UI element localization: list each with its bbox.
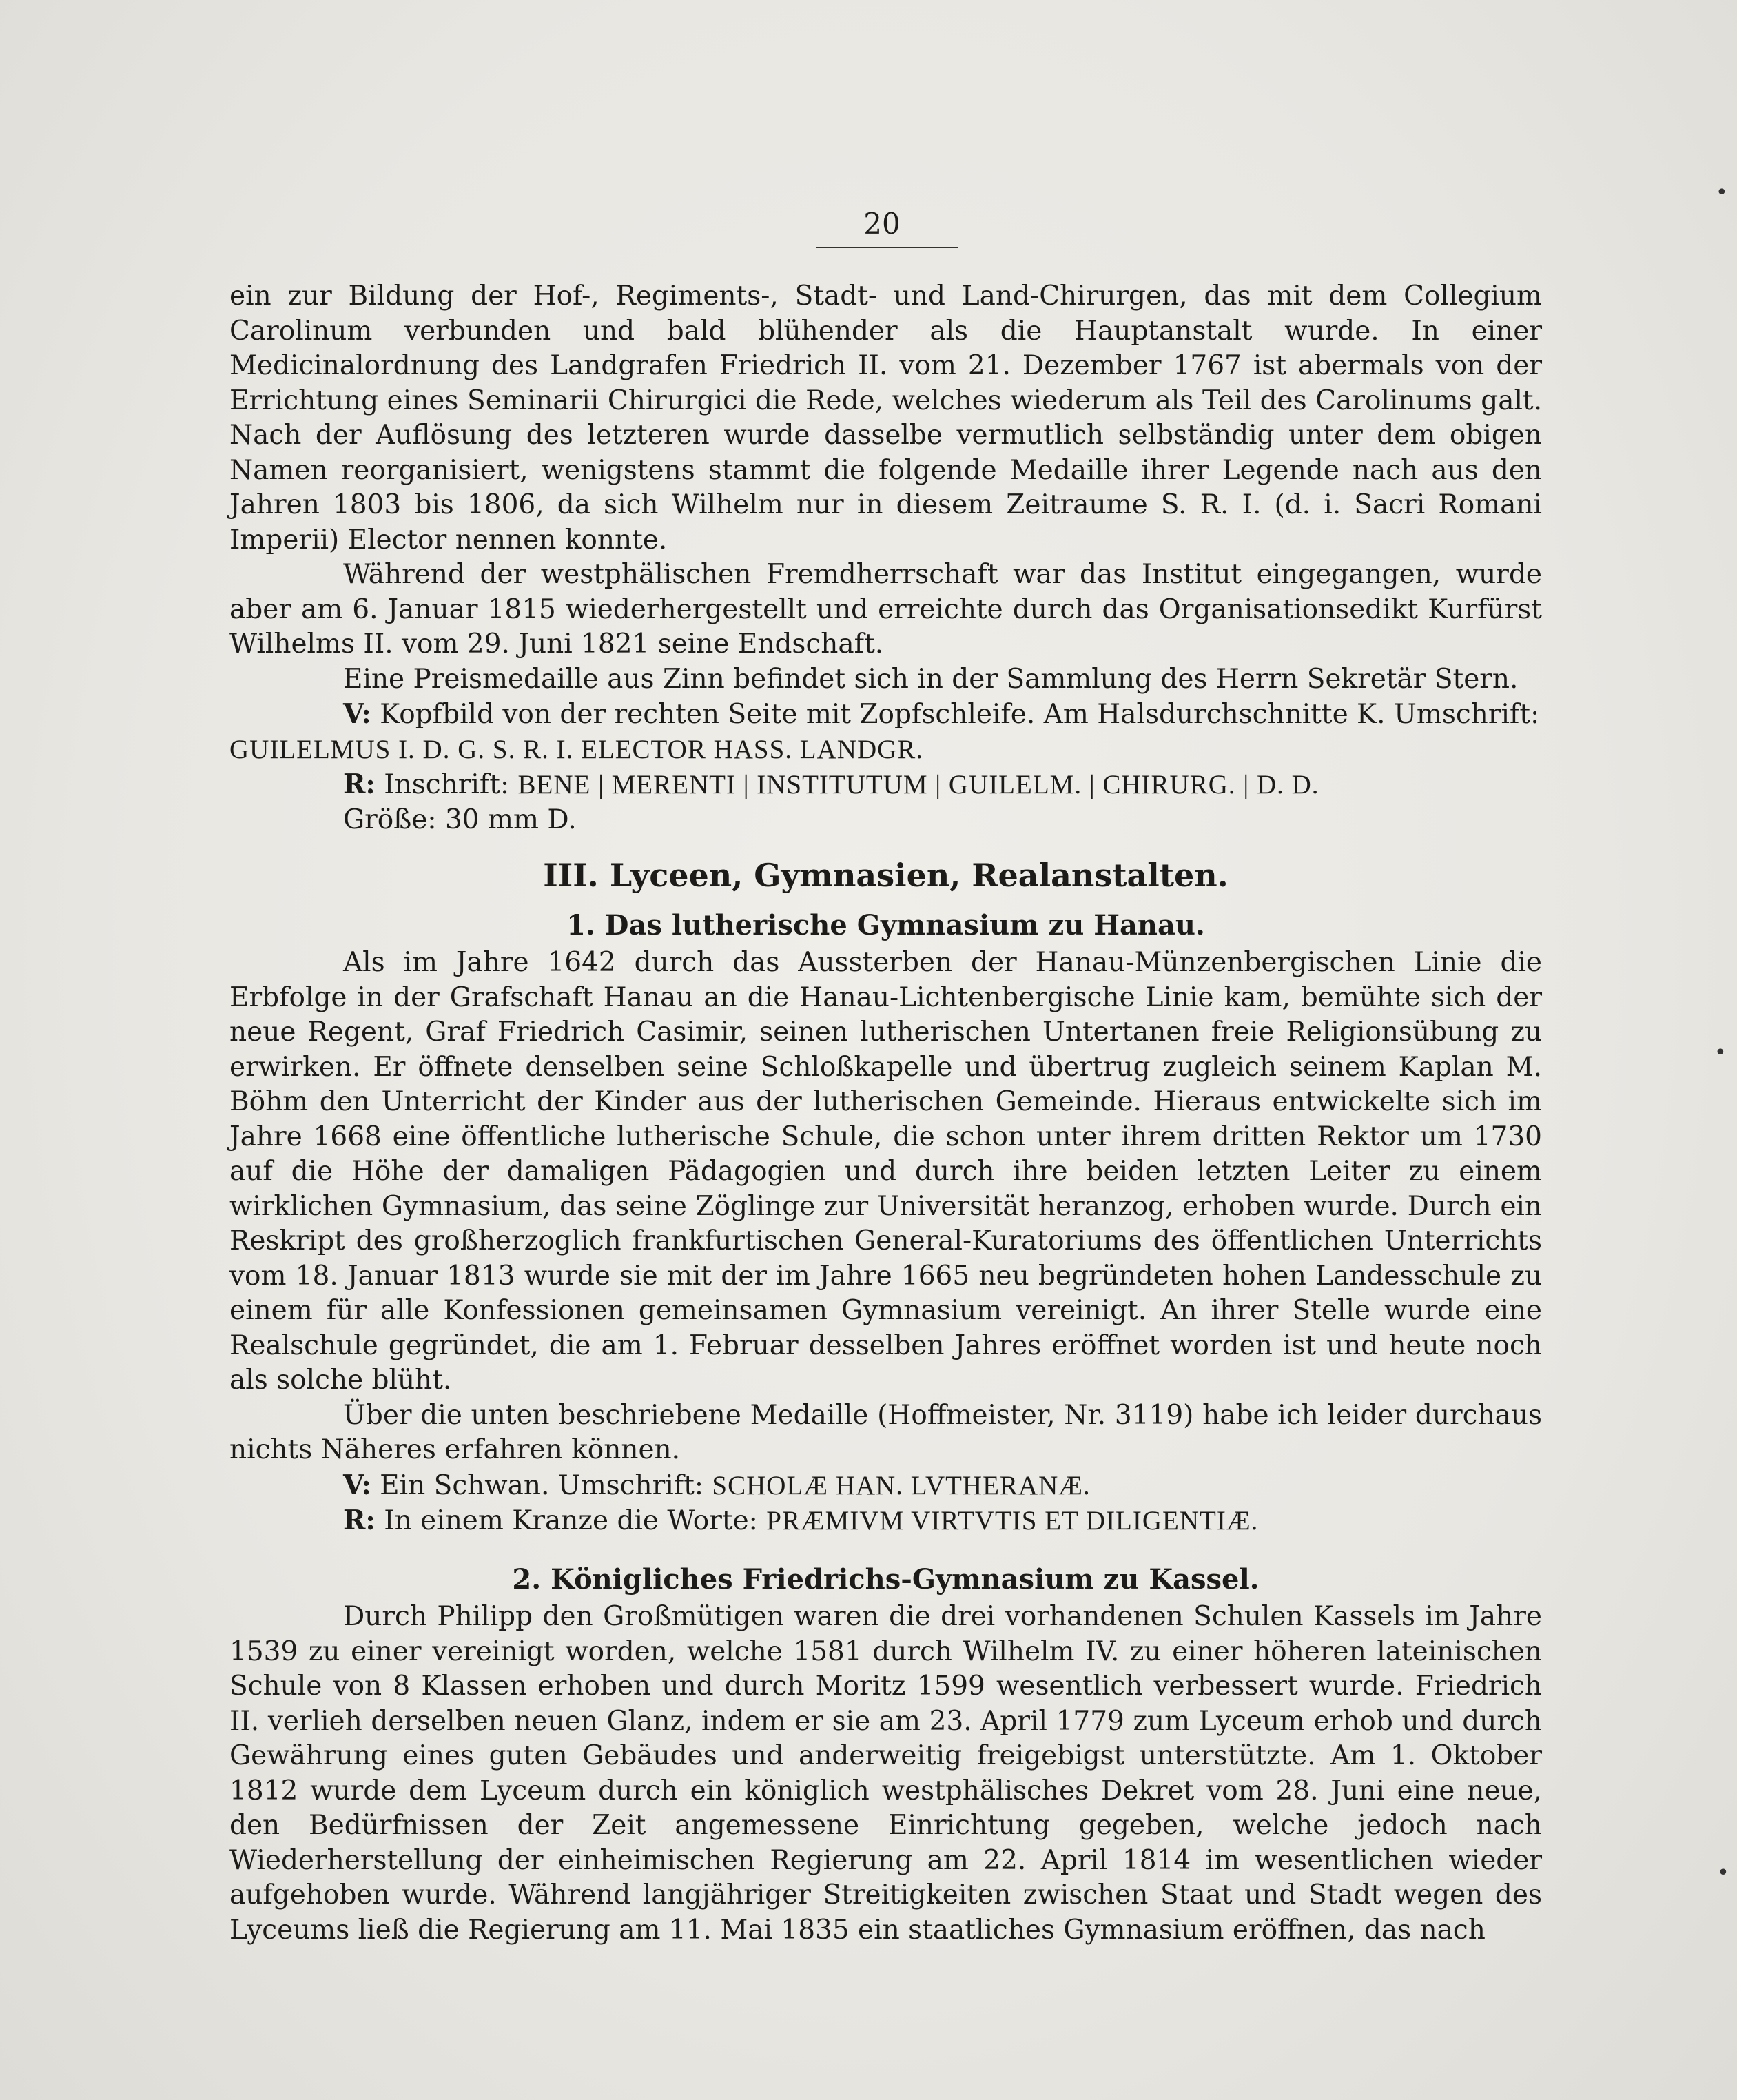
page-number-rule xyxy=(816,247,958,248)
reverse-text: In einem Kranze die Worte: xyxy=(384,1505,758,1536)
body-text xyxy=(229,279,1542,1948)
obverse-description xyxy=(229,697,1542,733)
obverse-label: V: xyxy=(343,1469,371,1501)
obverse-legend: SCHOLÆ HAN. LVTHERANÆ. xyxy=(712,1470,1091,1500)
reverse-description xyxy=(229,1503,1542,1539)
paragraph: Über die unten beschriebene Medaille (Hoffmeister, Nr. 3119) habe ich leider durchaus nichts Näheres erfahren können. xyxy=(229,1399,1542,1465)
margin-speck: • xyxy=(1717,1861,1729,1885)
paragraph: Eine Preismedaille aus Zinn befindet sich in der Sammlung des Herrn Sekretär Stern. xyxy=(343,663,1519,695)
subsection-heading: 1. Das lutherische Gymnasium zu Hanau. xyxy=(566,908,1205,941)
paragraph: Durch Philipp den Großmütigen waren die drei vorhandenen Schulen Kassels im Jahre 1539 zu einer vereinigt worden, welche 1581 durch Wilhelm IV. zu einer höheren lateinischen Schule von 8 Klassen erhoben und durch Moritz 1599 wesentlich verbessert wurde. Friedrich II. verlieh derselben neuen Glanz, indem er sie am 23. April 1779 zum Lyceum erhob und durch Gewährung eines guten Gebäudes und anderweitig freigebigst unterstützte. Am 1. Oktober 1812 wurde dem Lyceum durch ein königlich westphälisches Dekret vom 28. Juni eine neue, den Bedürfnissen der Zeit angemessene Einrichtung gegeben, welche jedoch nach Wiederherstellung der einheimischen Regierung am 22. April 1814 im wesentlichen wieder aufgehoben wurde. Während langjähriger Streitigkeiten zwischen Staat und Stadt wegen des Lyceums ließ die Regierung am 11. Mai 1835 ein staatliches Gymnasium eröffnen, das nach xyxy=(229,1601,1542,1946)
reverse-description xyxy=(229,767,1542,803)
obverse-text: Ein Schwan. Umschrift: xyxy=(380,1469,704,1501)
paragraph: ein zur Bildung der Hof-, Regiments-, Stadt- und Land-Chirurgen, das mit dem Collegium Carolinum verbunden und bald blühender als die Hauptanstalt wurde. In einer Medicinalordnung des Landgrafen Friedrich II. vom 21. Dezember 1767 ist abermals von der Errichtung eines Seminarii Chirurgici die Rede, welches wiederum als Teil des Carolinums galt. Nach der Auflösung des letzteren wurde dasselbe vermutlich selbständig unter dem obigen Namen reorganisiert, wenigstens stammt die folgende Medaille ihrer Legende nach aus den Jahren 1803 bis 1806, da sich Wilhelm nur in diesem Zeitraume S. R. I. (d. i. Sacri Romani Imperii) Elector nennen konnte. xyxy=(229,281,1542,555)
obverse-label: V: xyxy=(343,698,371,730)
paragraph: Während der westphälischen Fremdherrschaft war das Institut eingegangen, wurde aber am 6. Januar 1815 wiederhergestellt und erreichte durch das Organisationsedikt Kurfürst Wilhelms II. vom 29. Juni 1821 seine Endschaft. xyxy=(229,559,1542,660)
obverse-text: Kopfbild von der rechten Seite mit Zopfschleife. Am Halsdurchschnitte K. Umschrift: xyxy=(380,699,1540,730)
reverse-label: R: xyxy=(343,768,376,800)
medal-size: Größe: 30 mm D. xyxy=(343,804,577,835)
obverse-description xyxy=(229,1468,1542,1504)
page-number: 20 xyxy=(863,207,901,241)
obverse-legend: GUILELMUS I. D. G. S. R. I. ELECTOR HASS. LANDGR. xyxy=(229,734,924,764)
section-heading: III. Lyceen, Gymnasien, Realanstalten. xyxy=(543,857,1229,894)
reverse-legend: PRÆMIVM VIRTVTIS ET DILIGENTIÆ. xyxy=(766,1506,1259,1536)
obverse-legend-line xyxy=(229,733,1542,768)
reverse-text: Inschrift: xyxy=(384,769,510,800)
reverse-label: R: xyxy=(343,1505,376,1536)
reverse-legend: BENE | MERENTI | INSTITUTUM | GUILELM. | CHIRURG. | D. D. xyxy=(517,770,1319,799)
subsection-heading: 2. Königliches Friedrichs-Gymnasium zu Kassel. xyxy=(512,1562,1260,1596)
margin-speck: • xyxy=(1714,1041,1727,1065)
margin-speck: • xyxy=(1716,181,1728,205)
paragraph: Als im Jahre 1642 durch das Aussterben der Hanau-Münzenbergischen Linie die Erbfolge in der Grafschaft Hanau an die Hanau-Lichtenbergische Linie kam, bemühte sich der neue Regent, Graf Friedrich Casimir, seinen lutherischen Untertanen freie Religionsübung zu erwirken. Er öffnete denselben seine Schloßkapelle und übertrug zugleich seinem Kaplan M. Böhm den Unterricht der Kinder aus der lutherischen Gemeinde. Hieraus entwickelte sich im Jahre 1668 eine öffentliche lutherische Schule, die schon unter ihrem dritten Rektor um 1730 auf die Höhe der damaligen Pädagogien und durch ihre beiden letzten Leiter zu einem wirklichen Gymnasium, das seine Zöglinge zur Universität heranzog, erhoben wurde. Durch ein Reskript des großherzoglich frankfurtischen General-Kuratoriums des öffentlichen Unterrichts vom 18. Januar 1813 wurde sie mit der im Jahre 1665 neu begründeten hohen Landesschule zu einem für alle Konfessionen gemeinsamen Gymnasium vereinigt. An ihrer Stelle wurde eine Realschule gegründet, die am 1. Februar desselben Jahres eröffnet worden ist und heute noch als solche blüht. xyxy=(229,947,1542,1396)
